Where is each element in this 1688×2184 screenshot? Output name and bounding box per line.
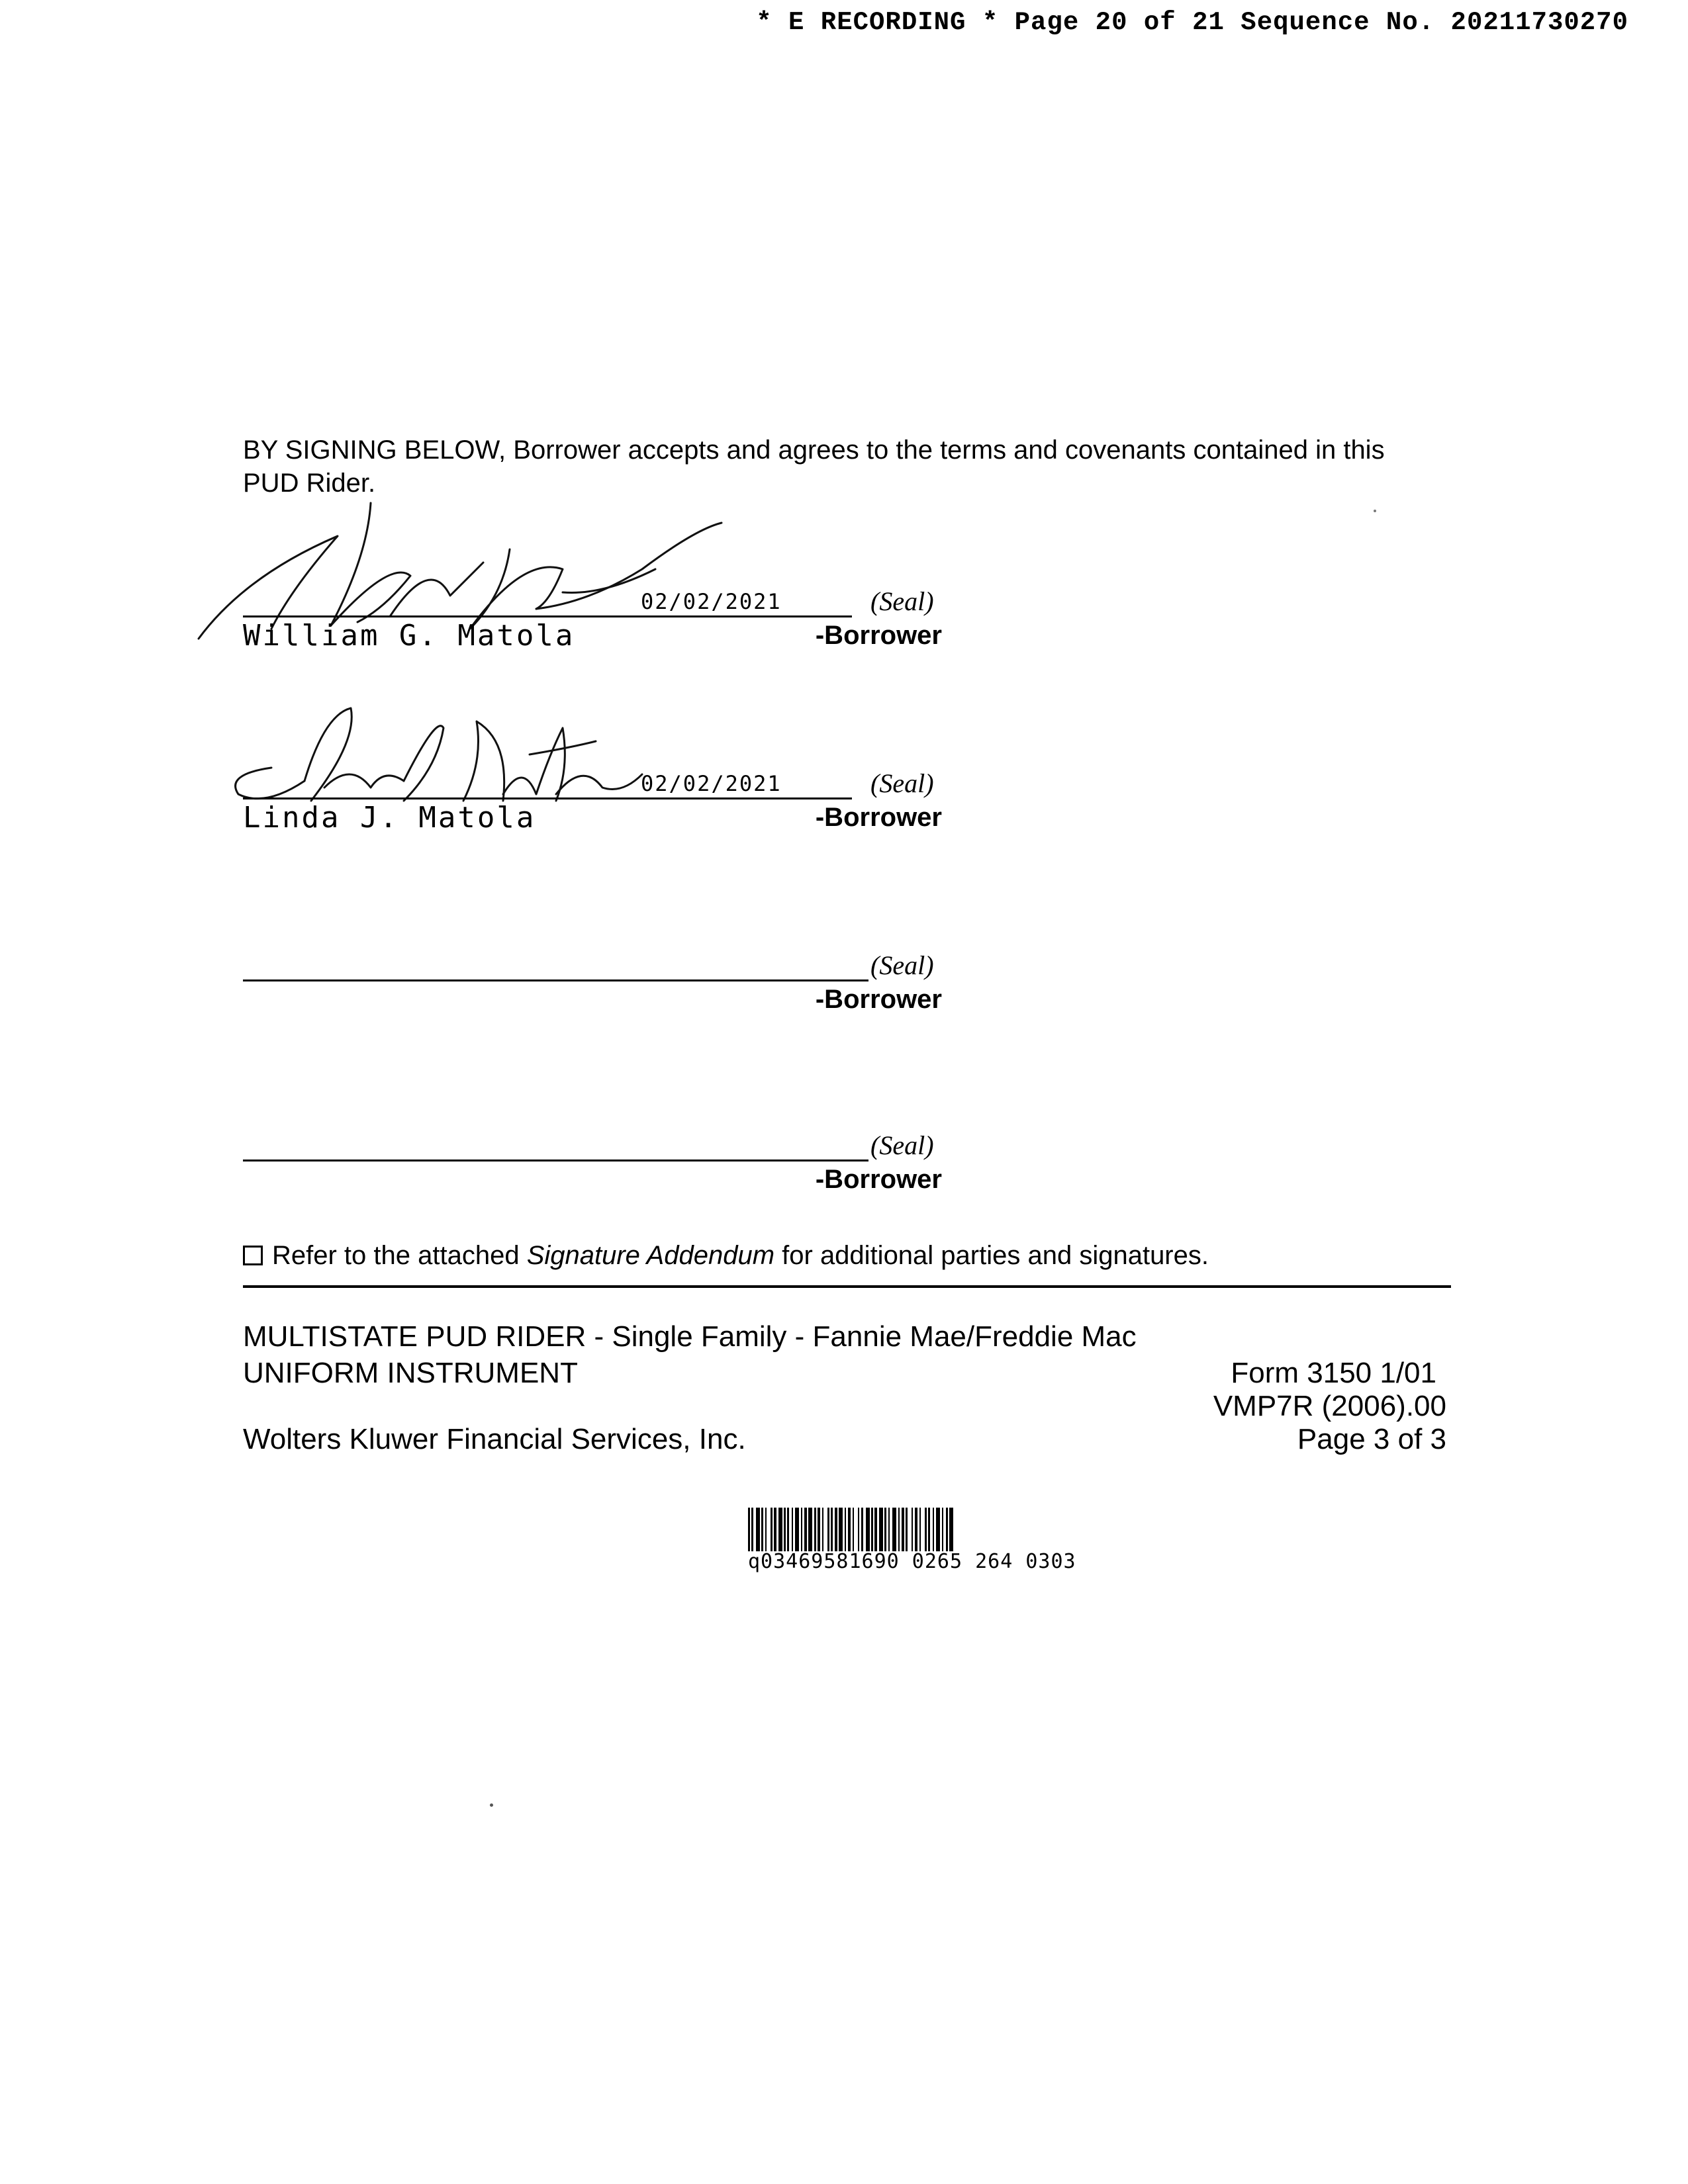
barcode-bar — [818, 1508, 820, 1551]
signature-date: 02/02/2021 — [641, 589, 782, 614]
form-version: VMP7R (2006).00 — [1213, 1390, 1446, 1422]
form-instrument: UNIFORM INSTRUMENT — [243, 1357, 578, 1389]
scan-speck — [490, 1803, 493, 1807]
barcode-bar — [925, 1508, 927, 1551]
barcode-bar — [751, 1508, 753, 1551]
barcode-bar — [898, 1508, 900, 1551]
borrower-label: -Borrower — [815, 985, 942, 1014]
barcode-bar — [845, 1508, 846, 1551]
barcode-bar — [787, 1508, 789, 1551]
barcode — [748, 1508, 1228, 1551]
barcode-bar — [827, 1508, 829, 1551]
barcode-bar — [874, 1508, 877, 1551]
barcode-bar — [928, 1508, 930, 1551]
signature-line — [243, 797, 852, 799]
signature-date: 02/02/2021 — [641, 771, 782, 796]
barcode-bar — [906, 1508, 908, 1551]
addendum-checkbox[interactable] — [243, 1246, 263, 1265]
scan-speck — [1374, 510, 1376, 512]
signature-addendum-note — [243, 1241, 1209, 1271]
barcode-bar — [949, 1508, 953, 1551]
publisher: Wolters Kluwer Financial Services, Inc. — [243, 1423, 746, 1455]
form-number: Form 3150 1/01 — [1231, 1357, 1436, 1389]
barcode-bar — [848, 1508, 851, 1551]
barcode-bar — [784, 1508, 786, 1551]
borrower-label: -Borrower — [815, 803, 942, 832]
addendum-emphasis: Signature Addendum — [526, 1241, 775, 1270]
barcode-bar — [858, 1508, 859, 1551]
barcode-bar — [801, 1508, 802, 1551]
barcode-bar — [814, 1508, 816, 1551]
borrower-name: Linda J. Matola — [243, 801, 536, 835]
barcode-bar — [861, 1508, 863, 1551]
borrower-name: William G. Matola — [243, 619, 575, 653]
barcode-number: q03469581690 0265 264 0303 — [748, 1550, 1076, 1573]
barcode-bar — [748, 1508, 750, 1551]
recording-stamp: * E RECORDING * Page 20 of 21 Sequence No. 20211730270 — [756, 8, 1628, 37]
barcode-bar — [831, 1508, 833, 1551]
barcode-bar — [792, 1508, 793, 1551]
barcode-bar — [888, 1508, 890, 1551]
signature-line — [243, 1160, 868, 1161]
signing-statement: BY SIGNING BELOW, Borrower accepts and agrees to the terms and covenants contained in this PUD Rider. — [243, 435, 1385, 498]
barcode-bar — [879, 1508, 883, 1551]
barcode-bar — [871, 1508, 873, 1551]
barcode-bar — [933, 1508, 934, 1551]
barcode-bar — [804, 1508, 807, 1551]
barcode-bar — [778, 1508, 782, 1551]
barcode-bar — [936, 1508, 940, 1551]
seal-label: (Seal) — [870, 586, 934, 616]
barcode-bar — [866, 1508, 870, 1551]
footer-divider — [243, 1285, 1451, 1288]
barcode-bar — [771, 1508, 773, 1551]
seal-label: (Seal) — [870, 950, 934, 980]
barcode-bar — [884, 1508, 886, 1551]
signature-line — [243, 979, 868, 981]
barcode-bar — [795, 1508, 799, 1551]
page-number: Page 3 of 3 — [1297, 1423, 1446, 1455]
borrower-label: -Borrower — [815, 1165, 942, 1194]
barcode-bar — [915, 1508, 917, 1551]
barcode-bar — [946, 1508, 948, 1551]
barcode-bar — [756, 1508, 760, 1551]
barcode-bar — [761, 1508, 763, 1551]
addendum-prefix: Refer to the attached — [272, 1241, 527, 1270]
barcode-bar — [808, 1508, 812, 1551]
barcode-bar — [774, 1508, 776, 1551]
barcode-bar — [912, 1508, 913, 1551]
barcode-bar — [853, 1508, 854, 1551]
barcode-bar — [892, 1508, 896, 1551]
seal-label: (Seal) — [870, 768, 934, 798]
barcode-bar — [822, 1508, 823, 1551]
borrower-label: -Borrower — [815, 621, 942, 650]
barcode-bar — [765, 1508, 767, 1551]
barcode-bar — [942, 1508, 943, 1551]
signature-line — [243, 615, 852, 617]
addendum-suffix: for additional parties and signatures. — [774, 1241, 1209, 1270]
barcode-bar — [839, 1508, 843, 1551]
form-title: MULTISTATE PUD RIDER - Single Family - Fannie Mae/Freddie Mac — [243, 1320, 1137, 1353]
barcode-bar — [902, 1508, 904, 1551]
barcode-bar — [919, 1508, 921, 1551]
barcode-bar — [835, 1508, 837, 1551]
seal-label: (Seal) — [870, 1130, 934, 1160]
